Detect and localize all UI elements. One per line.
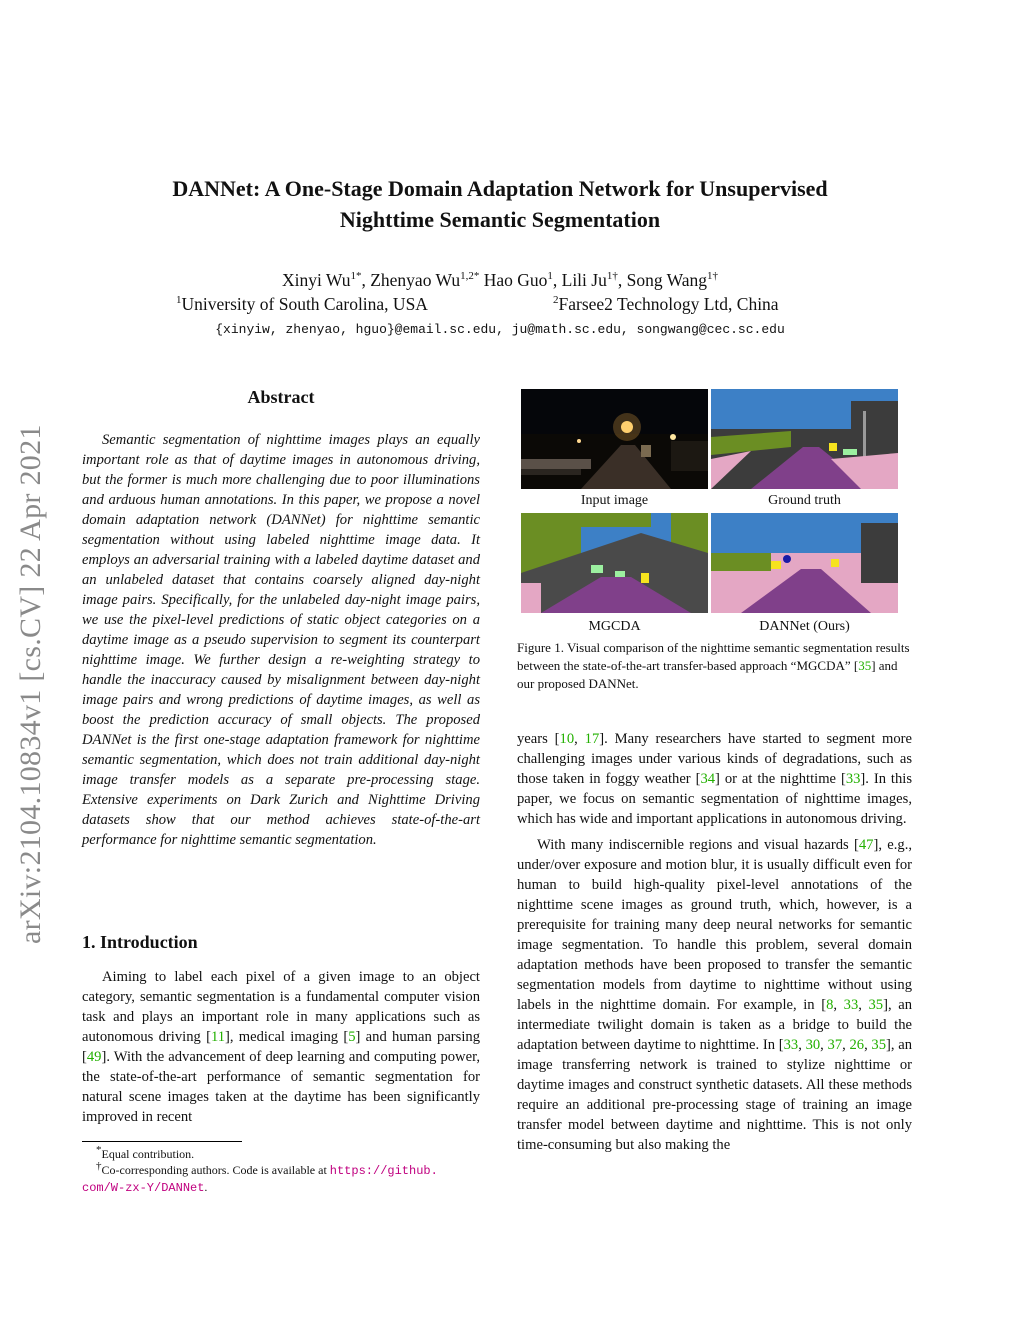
- text-run: ], medical imaging [: [225, 1029, 349, 1045]
- text-run: ,: [574, 731, 585, 747]
- text-run: ], an image transferring network is trained to stylize nighttime or daytime images and construct synthetic datasets. All these methods require an additional pre-processing stage of training an image transfer model between daytime and nighttime. This is not only time-consuming but also making the: [517, 1037, 913, 1153]
- author-name: Hao Guo: [483, 270, 548, 290]
- footnote-2: [82, 1162, 480, 1196]
- figure-label-dannet: DANNet (Ours): [759, 619, 850, 634]
- text-run: ], an intermediate twilight domain is taken as a bridge to build the adaptation between daytime to nighttime. In [: [517, 997, 912, 1053]
- code-url-link-cont[interactable]: com/W-zx-Y/DANNet: [82, 1181, 205, 1195]
- citation-link[interactable]: 33: [783, 1037, 799, 1053]
- affiliations: [176, 294, 836, 315]
- citation-link[interactable]: 47: [858, 837, 874, 853]
- citation-link[interactable]: 34: [700, 771, 716, 787]
- citation-link[interactable]: 37: [827, 1037, 843, 1053]
- footnote-mark: †: [96, 1160, 102, 1172]
- text-run: ]. With the advancement of deep learning and computing power, the state-of-the-art performance of semantic segmentation for natural scene images taken at the daytime has been significantly improved in recent: [82, 1049, 480, 1125]
- paragraph: [517, 835, 912, 1155]
- citation-link[interactable]: 33: [845, 771, 861, 787]
- author-sup: 1,2*: [460, 270, 480, 283]
- text-run: ,: [833, 997, 844, 1013]
- citation-link[interactable]: 8: [826, 997, 834, 1013]
- author-sup: 1: [547, 270, 553, 283]
- author-name: Song Wang: [626, 270, 708, 290]
- author-list: Xinyi $Wu^{1*}$, Zhenyao $Wu^{1,2*}$ Hao Guo$^1$, Lili $Ju^{1\dagger}$, Song Wang$^{1\dagger}$: [281, 270, 719, 290]
- text-run: Figure 1. Visual comparison of the nighttime semantic segmentation results between the state-of-the-art transfer-based approach “MGCDA” [: [517, 640, 910, 673]
- affiliation-text: Farsee2 Technology Ltd, China: [558, 294, 779, 314]
- text-run: ,: [858, 997, 869, 1013]
- text-run: ]. In this paper, we focus on semantic segmentation of nighttime images, which has wide and important applications in autonomous driving.: [517, 771, 912, 827]
- text-run: With many indiscernible regions and visual hazards [: [537, 837, 859, 853]
- citation-link[interactable]: 17: [584, 731, 600, 747]
- affiliation-sup: 2: [553, 294, 559, 307]
- footnote-rule: [82, 1141, 242, 1142]
- paragraph: [517, 729, 912, 829]
- figure-panel-dannet: [711, 513, 898, 613]
- footnote-text: Equal contribution.: [101, 1147, 195, 1161]
- text-run: ] and human parsing [: [82, 1029, 480, 1065]
- citation-link[interactable]: 5: [348, 1029, 356, 1045]
- figure-panel-ground-truth: [711, 389, 898, 489]
- citation-link[interactable]: 26: [849, 1037, 865, 1053]
- figure-caption: [517, 639, 912, 693]
- citation-link[interactable]: 10: [559, 731, 575, 747]
- arxiv-identifier: arXiv:2104.10834v1 [cs.CV] 22 Apr 2021: [14, 424, 47, 944]
- author-emails: {xinyiw, zhenyao, hguo}@email.sc.edu, ju@math.sc.edu, songwang@cec.sc.edu: [215, 322, 785, 337]
- text-run: years [: [517, 731, 560, 747]
- text-run: ,: [798, 1037, 806, 1053]
- author-name: Lili Ju: [561, 270, 607, 290]
- text-run: ] or at the nighttime [: [715, 771, 846, 787]
- section-heading-introduction: 1. Introduction: [82, 932, 198, 952]
- citation-link[interactable]: 33: [843, 997, 859, 1013]
- text-run: ] and our proposed DANNet.: [517, 658, 898, 691]
- citation-link[interactable]: 35: [868, 997, 884, 1013]
- footnotes: [82, 1146, 480, 1196]
- title-line-2: Nighttime Semantic Segmentation: [339, 207, 661, 232]
- citation-link[interactable]: 35: [858, 658, 872, 673]
- figure-label-mgcda: MGCDA: [588, 619, 641, 634]
- figure-panel-mgcda: [521, 513, 708, 613]
- right-column-text: [517, 729, 912, 1155]
- paper-title: [0, 173, 1000, 235]
- text-run: ,: [842, 1037, 850, 1053]
- footnote-mark: *: [96, 1144, 102, 1156]
- author-sup: 1*: [350, 270, 362, 283]
- affiliation-sup: 1: [176, 294, 182, 307]
- author-sup: 1†: [707, 270, 719, 283]
- affiliation-2: [553, 294, 779, 315]
- author-name: Zhenyao Wu: [370, 270, 461, 290]
- abstract-heading: Abstract: [247, 387, 315, 407]
- citation-link[interactable]: 35: [871, 1037, 887, 1053]
- figure-panel-input-image: [521, 389, 708, 489]
- text-run: ], e.g., under/over exposure and motion blur, it is usually difficult even for human to build high-quality pixel-level annotations of the nighttime scene images as ground truth, which, however, is a prerequisite for training many deep neural networks for semantic image segmentation. To handle this problem, several domain adaptation methods have been proposed to transfer the semantic segmentation models from daytime to nighttime without using labels in the nighttime domain. For example, in [: [517, 837, 912, 1013]
- citation-link[interactable]: 11: [210, 1029, 225, 1045]
- text-run: ]. Many researchers have started to segment more challenging images under various kinds of degradations, such as those taken in foggy weather [: [517, 731, 912, 787]
- footnote-text: Co-corresponding authors. Code is available at: [101, 1163, 330, 1177]
- text-run: ,: [820, 1037, 828, 1053]
- author-sup: 1†: [606, 270, 618, 283]
- affiliation-1: [176, 294, 428, 314]
- figure-label-ground-truth: Ground truth: [768, 493, 841, 508]
- title-line-1: DANNet: A One-Stage Domain Adaptation Network for Unsupervised: [172, 176, 828, 201]
- intro-paragraph: [82, 967, 480, 1127]
- code-url-link[interactable]: https://github.: [329, 1164, 438, 1178]
- author-name: Xinyi Wu: [281, 270, 351, 290]
- abstract-text: Semantic segmentation of nighttime images plays an equally important role as that of daytime images in autonomous driving, but the former is much more challenging due to poor illuminations and arduous human annotations. In this paper, we propose a novel domain adaptation network (DANNet) for nighttime semantic segmentation without using labeled nighttime image data. It employs an adversarial training with a labeled daytime dataset and an unlabeled dataset that contains coarsely aligned day-night image pairs. Specifically, for the unlabeled day-night image pairs, we use the pixel-level predictions of static object categories on a daytime image as a pseudo supervision to segment its counterpart nighttime image. We further design a re-weighting strategy to handle the inaccuracy caused by misalignment between day-night image pairs and wrong predictions of daytime images, as well as boost the prediction accuracy of small objects. The proposed DANNet is the first one-stage adaptation framework for nighttime semantic segmentation, which does not train additional day-night image transfer models as a separate pre-processing stage. Extensive experiments on Dark Zurich and Nighttime Driving datasets show that our method achieves state-of-the-art performance for nighttime semantic segmentation.: [82, 432, 480, 848]
- affiliation-text: University of South Carolina, USA: [181, 294, 428, 314]
- citation-link[interactable]: 49: [86, 1049, 102, 1065]
- text-run: ,: [864, 1037, 872, 1053]
- citation-link[interactable]: 30: [805, 1037, 821, 1053]
- figure-label-input: Input image: [580, 493, 649, 508]
- text-run: Aiming to label each pixel of a given image to an object category, semantic segmentation is a fundamental computer vision task and plays an important role in many applications such as autonomous driving [: [82, 969, 480, 1045]
- footnote-text: .: [204, 1180, 208, 1194]
- footnote-1: [82, 1146, 480, 1162]
